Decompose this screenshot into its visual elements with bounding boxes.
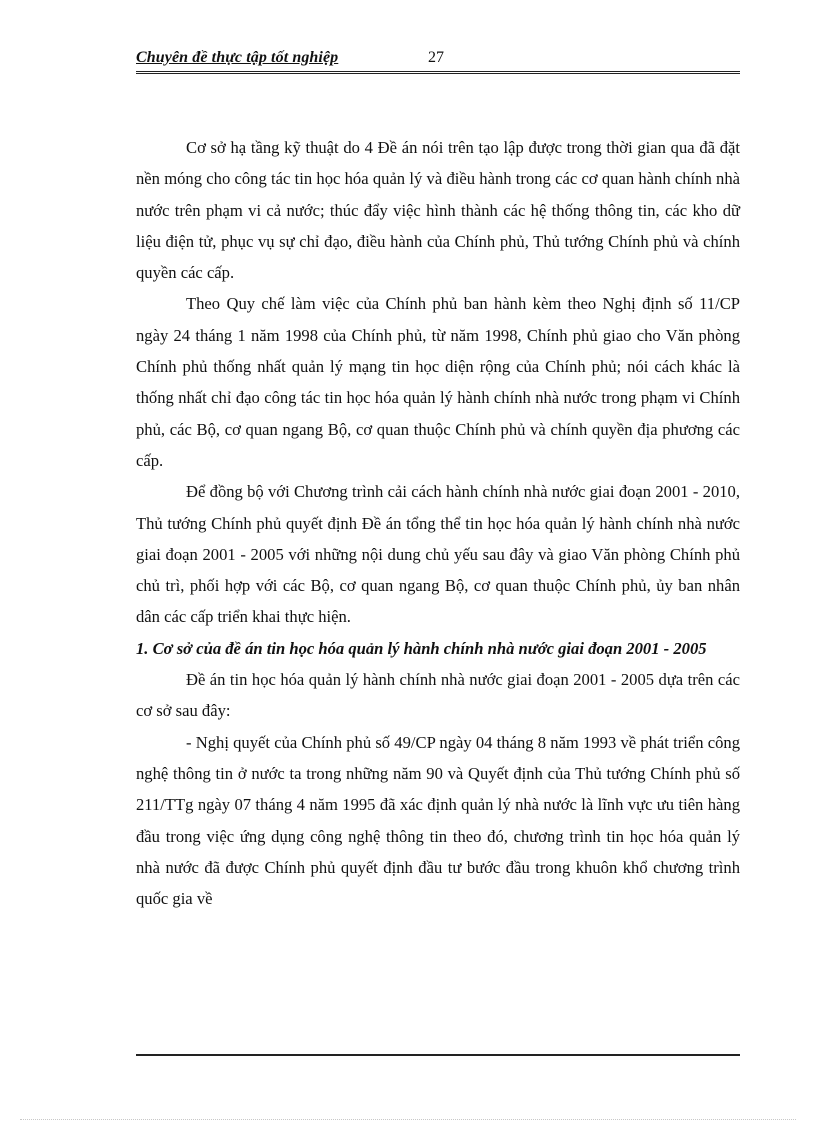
page-header [136,49,740,74]
paragraph-resolution: - Nghị quyết của Chính phủ số 49/CP ngày 04 tháng 8 năm 1993 về phát triển công nghệ thông tin ở nước ta trong những năm 90 và Quyết định của Thủ tướng Chính phủ số 211/TTg ngày 07 tháng 4 năm 1995 đã xác định quản lý nhà nước là lĩnh vực ưu tiên hàng đầu trong việc ứng dụng công nghệ thông tin theo đó, chương trình tin học hóa quản lý nhà nước đã được Chính phủ quyết định đầu tư bước đầu trong khuôn khổ chương trình quốc gia về [136,732,740,909]
page-bottom-edge [20,1119,796,1120]
body-text [136,132,740,914]
footer-divider [136,1054,740,1056]
section-heading: 1. Cơ sở của đề án tin học hóa quản lý hành chính nhà nước giai đoạn 2001 - 2005 [136,638,707,658]
paragraph-synchronization: Để đồng bộ với Chương trình cải cách hành chính nhà nước giai đoạn 2001 - 2010, Thủ tướng Chính phủ quyết định Đề án tổng thể tin học hóa quản lý hành chính nhà nước giai đoạn 2001 - 2005 với những nội dung chủ yếu sau đây và giao Văn phòng Chính phủ chủ trì, phối hợp với các Bộ, cơ quan ngang Bộ, cơ quan thuộc Chính phủ, ủy ban nhân dân các cấp triển khai thực hiện. [136,482,740,627]
paragraph-basis-intro: Đề án tin học hóa quản lý hành chính nhà nước giai đoạn 2001 - 2005 dựa trên các cơ sở sau đây: [136,670,740,721]
header-title: Chuyên đề thực tập tốt nghiệp [136,49,339,66]
paragraph-infrastructure: Cơ sở hạ tầng kỹ thuật do 4 Đề án nói trên tạo lập được trong thời gian qua đã đặt nền móng cho công tác tin học hóa quản lý và điều hành trong các cơ quan hành chính nhà nước trên phạm vi cả nước; thúc đẩy việc hình thành các hệ thống thông tin, các kho dữ liệu điện tử, phục vụ sự chỉ đạo, điều hành của Chính phủ, Thủ tướng Chính phủ và chính quyền các cấp. [136,138,740,283]
page-number: 27 [428,49,444,66]
paragraph-working-regulation: Theo Quy chế làm việc của Chính phủ ban hành kèm theo Nghị định số 11/CP ngày 24 tháng 1 năm 1998 của Chính phủ, từ năm 1998, Chính phủ giao cho Văn phòng Chính phủ thống nhất quản lý mạng tin học diện rộng của Chính phủ; nói cách khác là thống nhất chỉ đạo công tác tin học hóa quản lý hành chính nhà nước trong phạm vi Chính phủ, các Bộ, cơ quan ngang Bộ, cơ quan thuộc Chính phủ và chính quyền địa phương các cấp. [136,294,740,470]
